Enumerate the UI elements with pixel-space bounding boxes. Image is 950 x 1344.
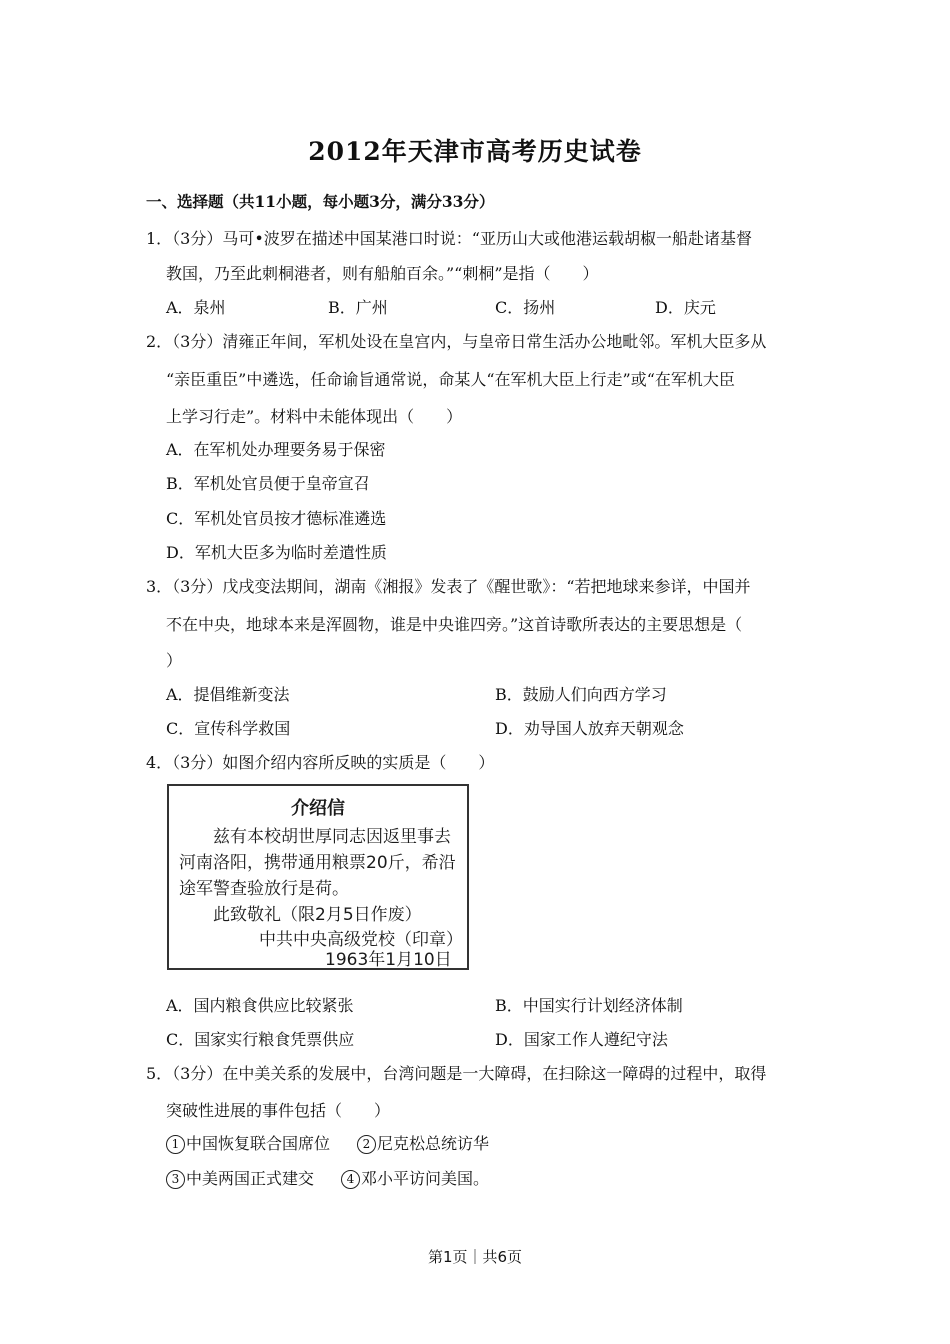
letter-date: 1963年1月10日 (325, 950, 452, 970)
question-1-line-2: 教国，乃至此刺桐港者，则有船舶百余。”“刺桐”是指（ ） (166, 264, 599, 283)
question-1-option-d: D．庆元 (655, 298, 716, 317)
question-3-option-b: B．鼓励人们向西方学习 (495, 685, 667, 704)
question-3-line-3: ） (166, 651, 183, 670)
question-5-item-2-text: 尼克松总统访华 (377, 1134, 490, 1153)
question-5-item-3 (166, 1166, 314, 1189)
letter-line-2: 河南洛阳，携带通用粮票20斤，希沿 (179, 853, 456, 873)
question-5-line-2: 突破性进展的事件包括（ ） (166, 1101, 391, 1120)
letter-line-4: 此致敬礼（限2月5日作废） (213, 905, 422, 925)
circled-number-1: 1 (166, 1135, 185, 1154)
letter-line-1: 兹有本校胡世厚同志因返里事去 (213, 827, 451, 847)
question-5-item-4-text: 邓小平访问美国。 (361, 1169, 490, 1188)
question-1-option-b: B．广州 (328, 298, 388, 317)
question-5-item-3-text: 中美两国正式建交 (186, 1169, 315, 1188)
page-title: 2012年天津市高考历史试卷 (308, 137, 642, 166)
question-2-line-3: 上学习行走”。材料中未能体现出（ ） (166, 407, 463, 426)
question-4-option-b: B．中国实行计划经济体制 (495, 996, 683, 1015)
question-5-line-1: 5．（3分）在中美关系的发展中，台湾问题是一大障碍，在扫除这一障碍的过程中，取得 (146, 1064, 767, 1083)
section-heading: 一、选择题（共11小题，每小题3分，满分33分） (146, 192, 495, 211)
circled-number-3: 3 (166, 1170, 185, 1189)
question-3-option-d: D．劝导国人放弃天朝观念 (495, 719, 684, 738)
question-4-option-d: D．国家工作人遵纪守法 (495, 1030, 668, 1049)
question-3-option-c: C．宣传科学救国 (166, 719, 291, 738)
circled-number-2: 2 (357, 1135, 376, 1154)
letter-line-5: 中共中央高级党校（印章） (259, 930, 463, 950)
question-5-item-4 (341, 1166, 489, 1189)
question-5-item-1 (166, 1131, 330, 1154)
introduction-letter-image (167, 784, 469, 970)
question-2-option-a: A．在军机处办理要务易于保密 (166, 440, 386, 459)
question-4-option-a: A．国内粮食供应比较紧张 (166, 996, 354, 1015)
page-footer: 第1页｜共6页 (427, 1248, 523, 1266)
letter-title: 介绍信 (291, 798, 345, 819)
question-2-option-c: C．军机处官员按才德标准遴选 (166, 509, 387, 528)
question-4-option-c: C．国家实行粮食凭票供应 (166, 1030, 355, 1049)
question-4-line-1: 4．（3分）如图介绍内容所反映的实质是（ ） (146, 753, 495, 772)
question-3-line-1: 3．（3分）戊戌变法期间，湖南《湘报》发表了《醒世歌》：“若把地球来参详，中国并 (146, 577, 751, 596)
question-1-option-a: A．泉州 (166, 298, 226, 317)
letter-line-3: 途军警查验放行是荷。 (179, 879, 349, 899)
question-5-item-2 (357, 1131, 489, 1154)
question-5-item-1-text: 中国恢复联合国席位 (186, 1134, 331, 1153)
question-2-option-d: D．军机大臣多为临时差遣性质 (166, 543, 387, 562)
question-3-line-2: 不在中央，地球本来是浑圆物，谁是中央谁四旁。”这首诗歌所表达的主要思想是（ (166, 615, 743, 634)
circled-number-4: 4 (341, 1170, 360, 1189)
question-2-line-1: 2．（3分）清雍正年间，军机处设在皇宫内，与皇帝日常生活办公地毗邻。军机大臣多从 (146, 332, 767, 351)
question-3-option-a: A．提倡维新变法 (166, 685, 290, 704)
question-1-line-1: 1．（3分）马可•波罗在描述中国某港口时说：“亚历山大或他港运载胡椒一船赴诸基督 (146, 229, 752, 248)
question-2-option-b: B．军机处官员便于皇帝宣召 (166, 474, 370, 493)
question-2-line-2: “亲臣重臣”中遴选，任命谕旨通常说，命某人“在军机大臣上行走”或“在军机大臣 (166, 370, 735, 389)
question-1-option-c: C．扬州 (495, 298, 556, 317)
